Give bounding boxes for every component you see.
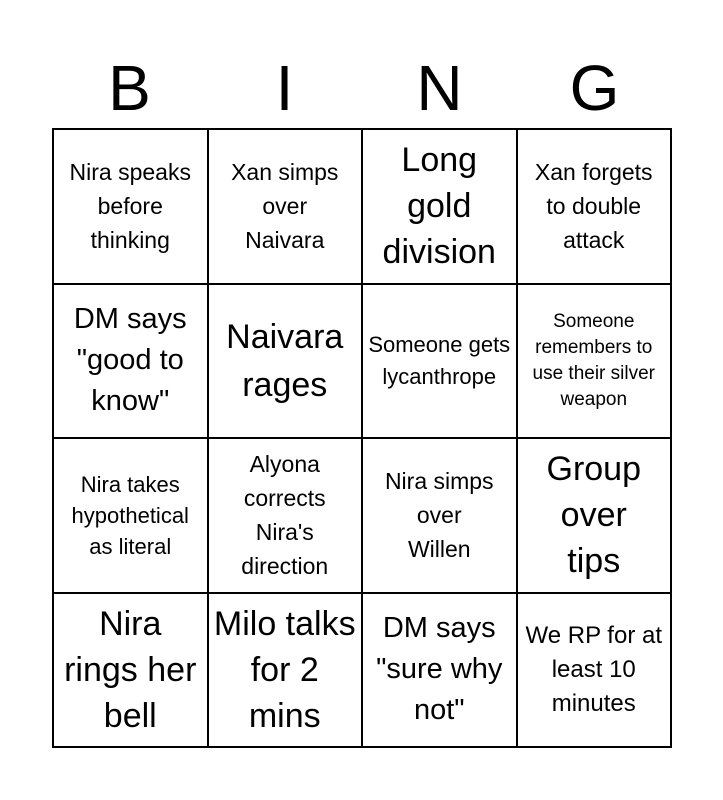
bingo-cell-text: Xan simps over Naivara <box>231 159 339 254</box>
bingo-cell-text: Xan forgets to double attack <box>534 159 653 254</box>
bingo-cell[interactable] <box>208 593 363 748</box>
bingo-cell-text: Nira takes hypothetical as literal <box>71 471 189 559</box>
bingo-cell[interactable] <box>53 284 208 439</box>
bingo-cell-text: Someone gets lycanthrope <box>368 331 511 389</box>
bingo-cell-text: Group over tips <box>546 450 641 581</box>
bingo-cell[interactable] <box>362 129 517 284</box>
bingo-cell-text: Long gold division <box>382 141 496 272</box>
bingo-cell[interactable] <box>517 284 672 439</box>
bingo-cell[interactable] <box>362 438 517 593</box>
bingo-cell[interactable] <box>208 284 363 439</box>
bingo-cell[interactable] <box>208 438 363 593</box>
bingo-cell-text: Milo talks for 2 mins <box>213 604 356 735</box>
bingo-header <box>52 50 672 126</box>
bingo-cell[interactable] <box>53 593 208 748</box>
bingo-cell[interactable] <box>208 129 363 284</box>
bingo-cell-text: Nira rings her bell <box>64 604 197 735</box>
bingo-cell-text: Alyona corrects Nira's direction <box>241 451 329 580</box>
bingo-cell[interactable] <box>517 129 672 284</box>
bingo-cell[interactable] <box>362 284 517 439</box>
bingo-cell[interactable] <box>517 593 672 748</box>
bingo-cell[interactable] <box>517 438 672 593</box>
bingo-cell-text: Naivara rages <box>226 317 344 404</box>
bingo-cell-text: Someone remembers to use their silver weapon <box>532 310 655 410</box>
bingo-cell[interactable] <box>53 129 208 284</box>
bingo-cell-text: DM says "good to know" <box>73 303 187 418</box>
bingo-cell[interactable] <box>53 438 208 593</box>
bingo-cell-text: Nira simps over Willen <box>384 468 494 563</box>
header-letter-g: G <box>569 52 620 124</box>
header-letter-b: B <box>108 52 151 124</box>
bingo-cell-text: We RP for at least 10 minutes <box>525 621 662 717</box>
bingo-cell-text: Nira speaks before thinking <box>69 159 191 254</box>
bingo-cell-text: DM says "sure why not" <box>376 612 503 727</box>
header-letter-i: I <box>275 52 294 124</box>
bingo-grid <box>52 128 672 748</box>
header-letter-n: N <box>416 52 463 124</box>
bingo-cell[interactable] <box>362 593 517 748</box>
